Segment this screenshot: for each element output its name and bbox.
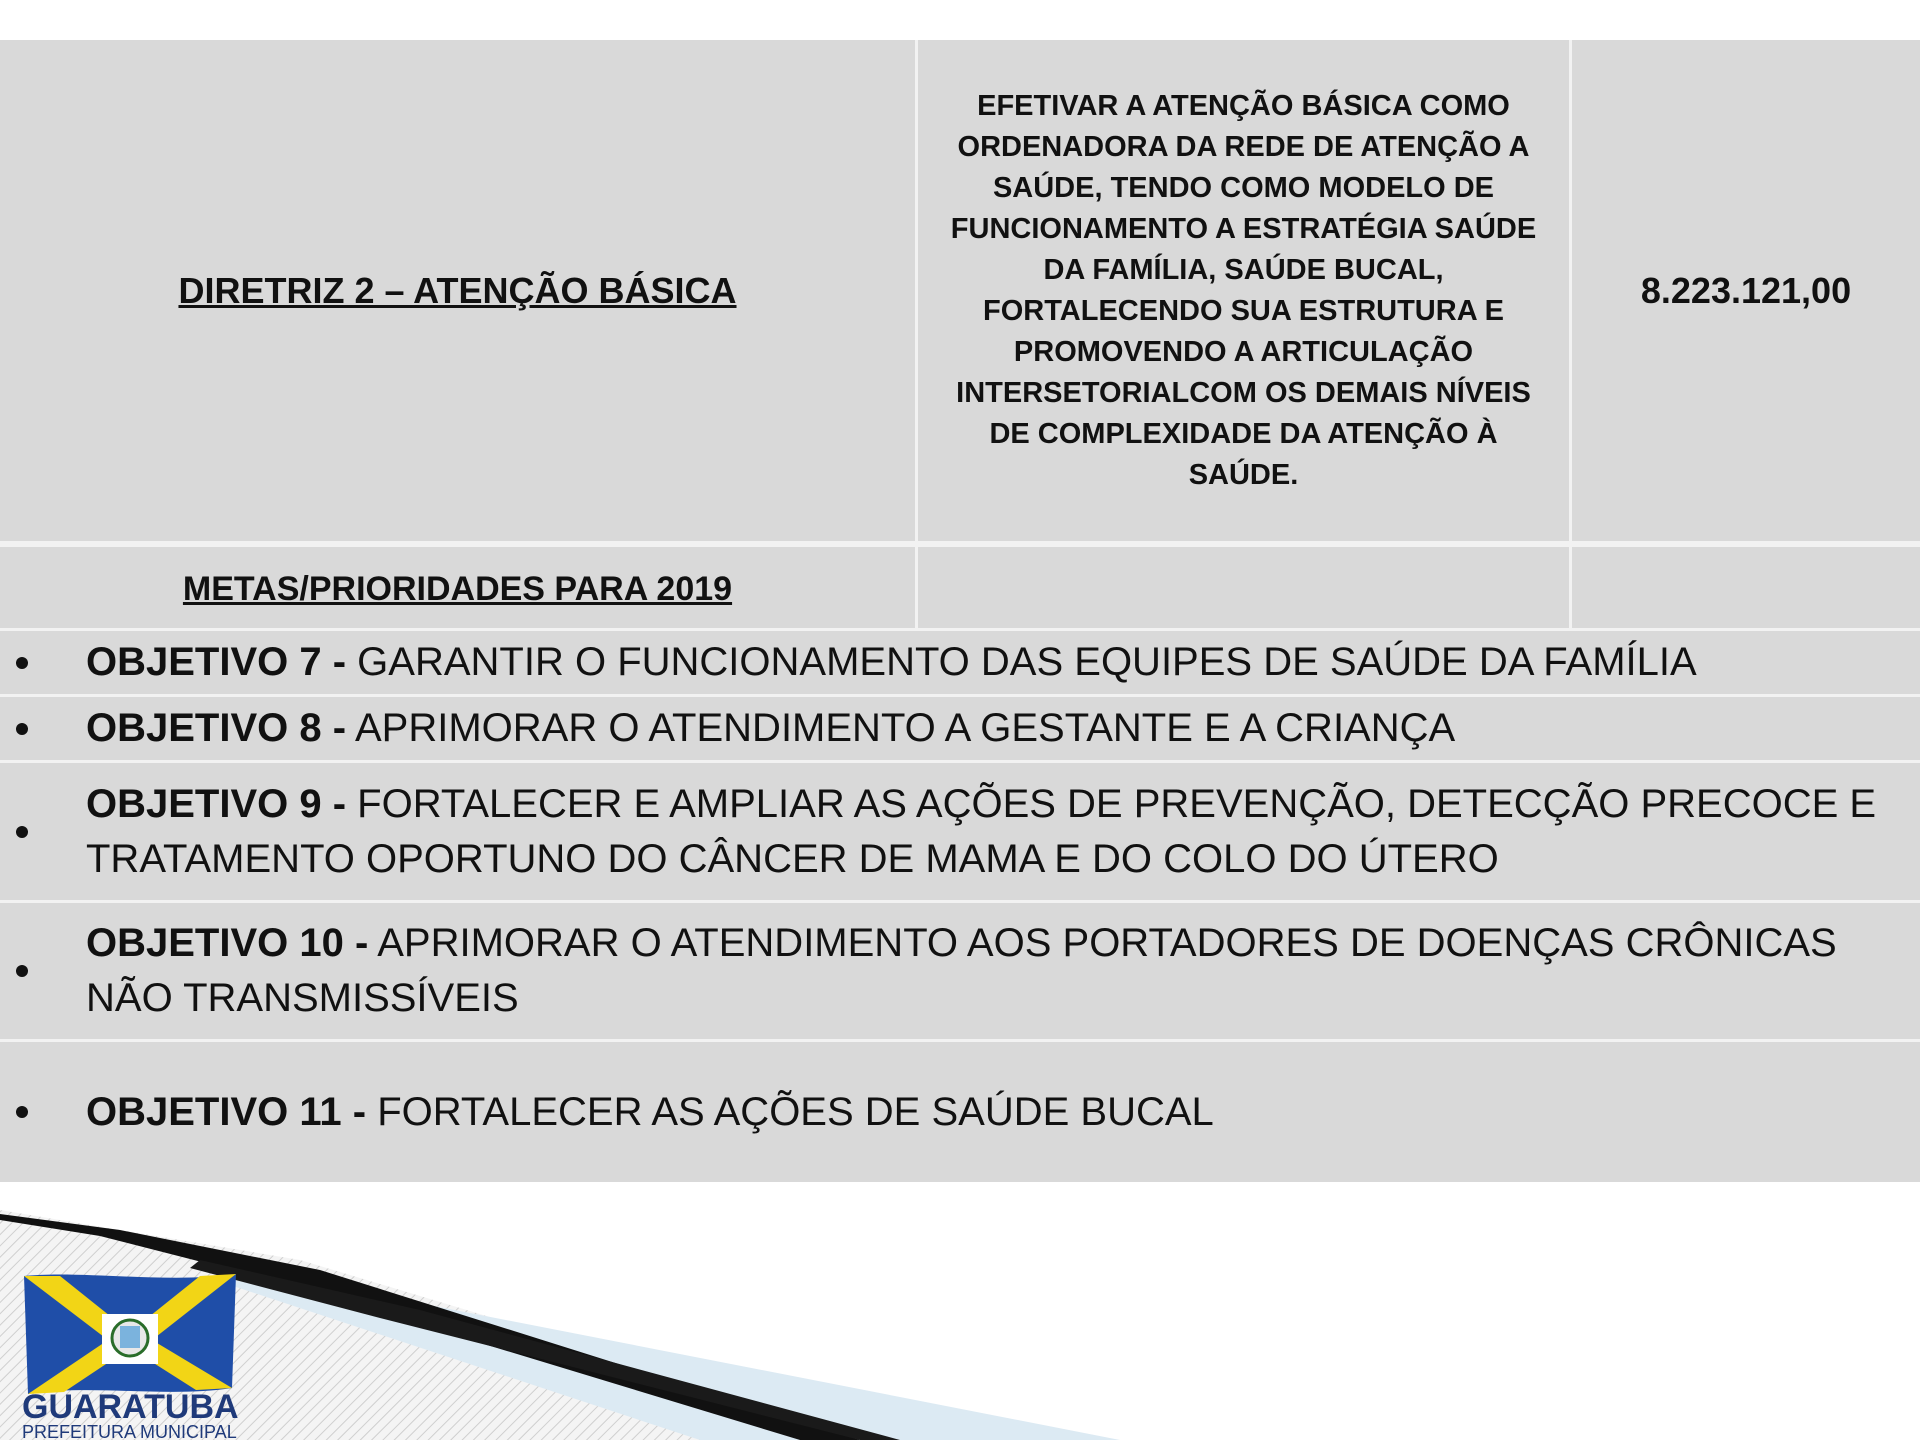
metas-title: METAS/PRIORIDADES PARA 2019 — [182, 570, 733, 608]
diretriz-value: 8.223.121,00 — [1640, 269, 1852, 311]
objective-row — [0, 1042, 1920, 1182]
diretriz-description: EFETIVAR A ATENÇÃO BÁSICA COMO ORDENADORA DA REDE DE ATENÇÃO A SAÚDE, TENDO COMO MODELO DE FUNCIONAMENTO A ESTRATÉGIA SAÚDE DA FAMÍLIA, SAÚDE BUCAL, FORTALECENDO SUA ESTRUTURA E PROMOVENDO A ARTICULAÇÃO INTERSETORIALCOM OS DEMAIS NÍVEIS DE COMPLEXIDADE DA ATENÇÃO À SAÚDE. — [950, 89, 1537, 491]
logo-subtitle: PREFEITURA MUNICIPAL — [22, 1422, 237, 1442]
objective-description: FORTALECER E AMPLIAR AS AÇÕES DE PREVENÇÃO, DETECÇÃO PRECOCE E TRATAMENTO OPORTUNO DO CÂNCER DE MAMA E DO COLO DO ÚTERO — [86, 781, 1877, 881]
objective-label: OBJETIVO 9 - — [86, 781, 347, 826]
bullet-icon — [16, 657, 28, 669]
objective-description: GARANTIR O FUNCIONAMENTO DAS EQUIPES DE SAÚDE DA FAMÍLIA — [346, 640, 1697, 684]
plan-table — [0, 40, 1920, 1182]
bullet-icon — [16, 965, 28, 977]
logo-name: GUARATUBA — [22, 1388, 239, 1426]
objective-description: APRIMORAR O ATENDIMENTO AOS PORTADORES DE DOENÇAS CRÔNICAS NÃO TRANSMISSÍVEIS — [86, 921, 1837, 1020]
objective-label: OBJETIVO 10 - — [86, 921, 369, 965]
objective-text — [86, 1085, 1214, 1140]
diretriz-title: DIRETRIZ 2 – ATENÇÃO BÁSICA — [178, 269, 737, 311]
objective-description: APRIMORAR O ATENDIMENTO A GESTANTE E A CRIANÇA — [346, 706, 1456, 750]
bullet-icon — [16, 826, 28, 838]
bullet-icon — [16, 1106, 28, 1118]
diretriz-title-cell — [0, 40, 918, 547]
objective-label: OBJETIVO 7 - — [86, 640, 347, 684]
diretriz-value-cell — [1572, 40, 1920, 547]
objective-row — [0, 763, 1920, 903]
objective-text — [86, 701, 1455, 756]
footer-swoosh — [0, 1200, 1920, 1440]
objective-row — [0, 631, 1920, 697]
objective-row — [0, 697, 1920, 763]
objective-text — [86, 635, 1697, 690]
objective-label: OBJETIVO 8 - — [86, 706, 347, 750]
metas-title-cell — [0, 547, 918, 631]
objective-row — [0, 903, 1920, 1042]
objective-label: OBJETIVO 11 - — [86, 1089, 367, 1134]
objective-text — [86, 777, 1880, 887]
bullet-icon — [16, 723, 28, 735]
metas-empty-cell-2 — [1572, 547, 1920, 631]
objective-text — [86, 916, 1880, 1026]
diretriz-description-cell — [918, 40, 1572, 547]
objective-description: FORTALECER AS AÇÕES DE SAÚDE BUCAL — [366, 1089, 1214, 1134]
metas-empty-cell-1 — [918, 547, 1572, 631]
